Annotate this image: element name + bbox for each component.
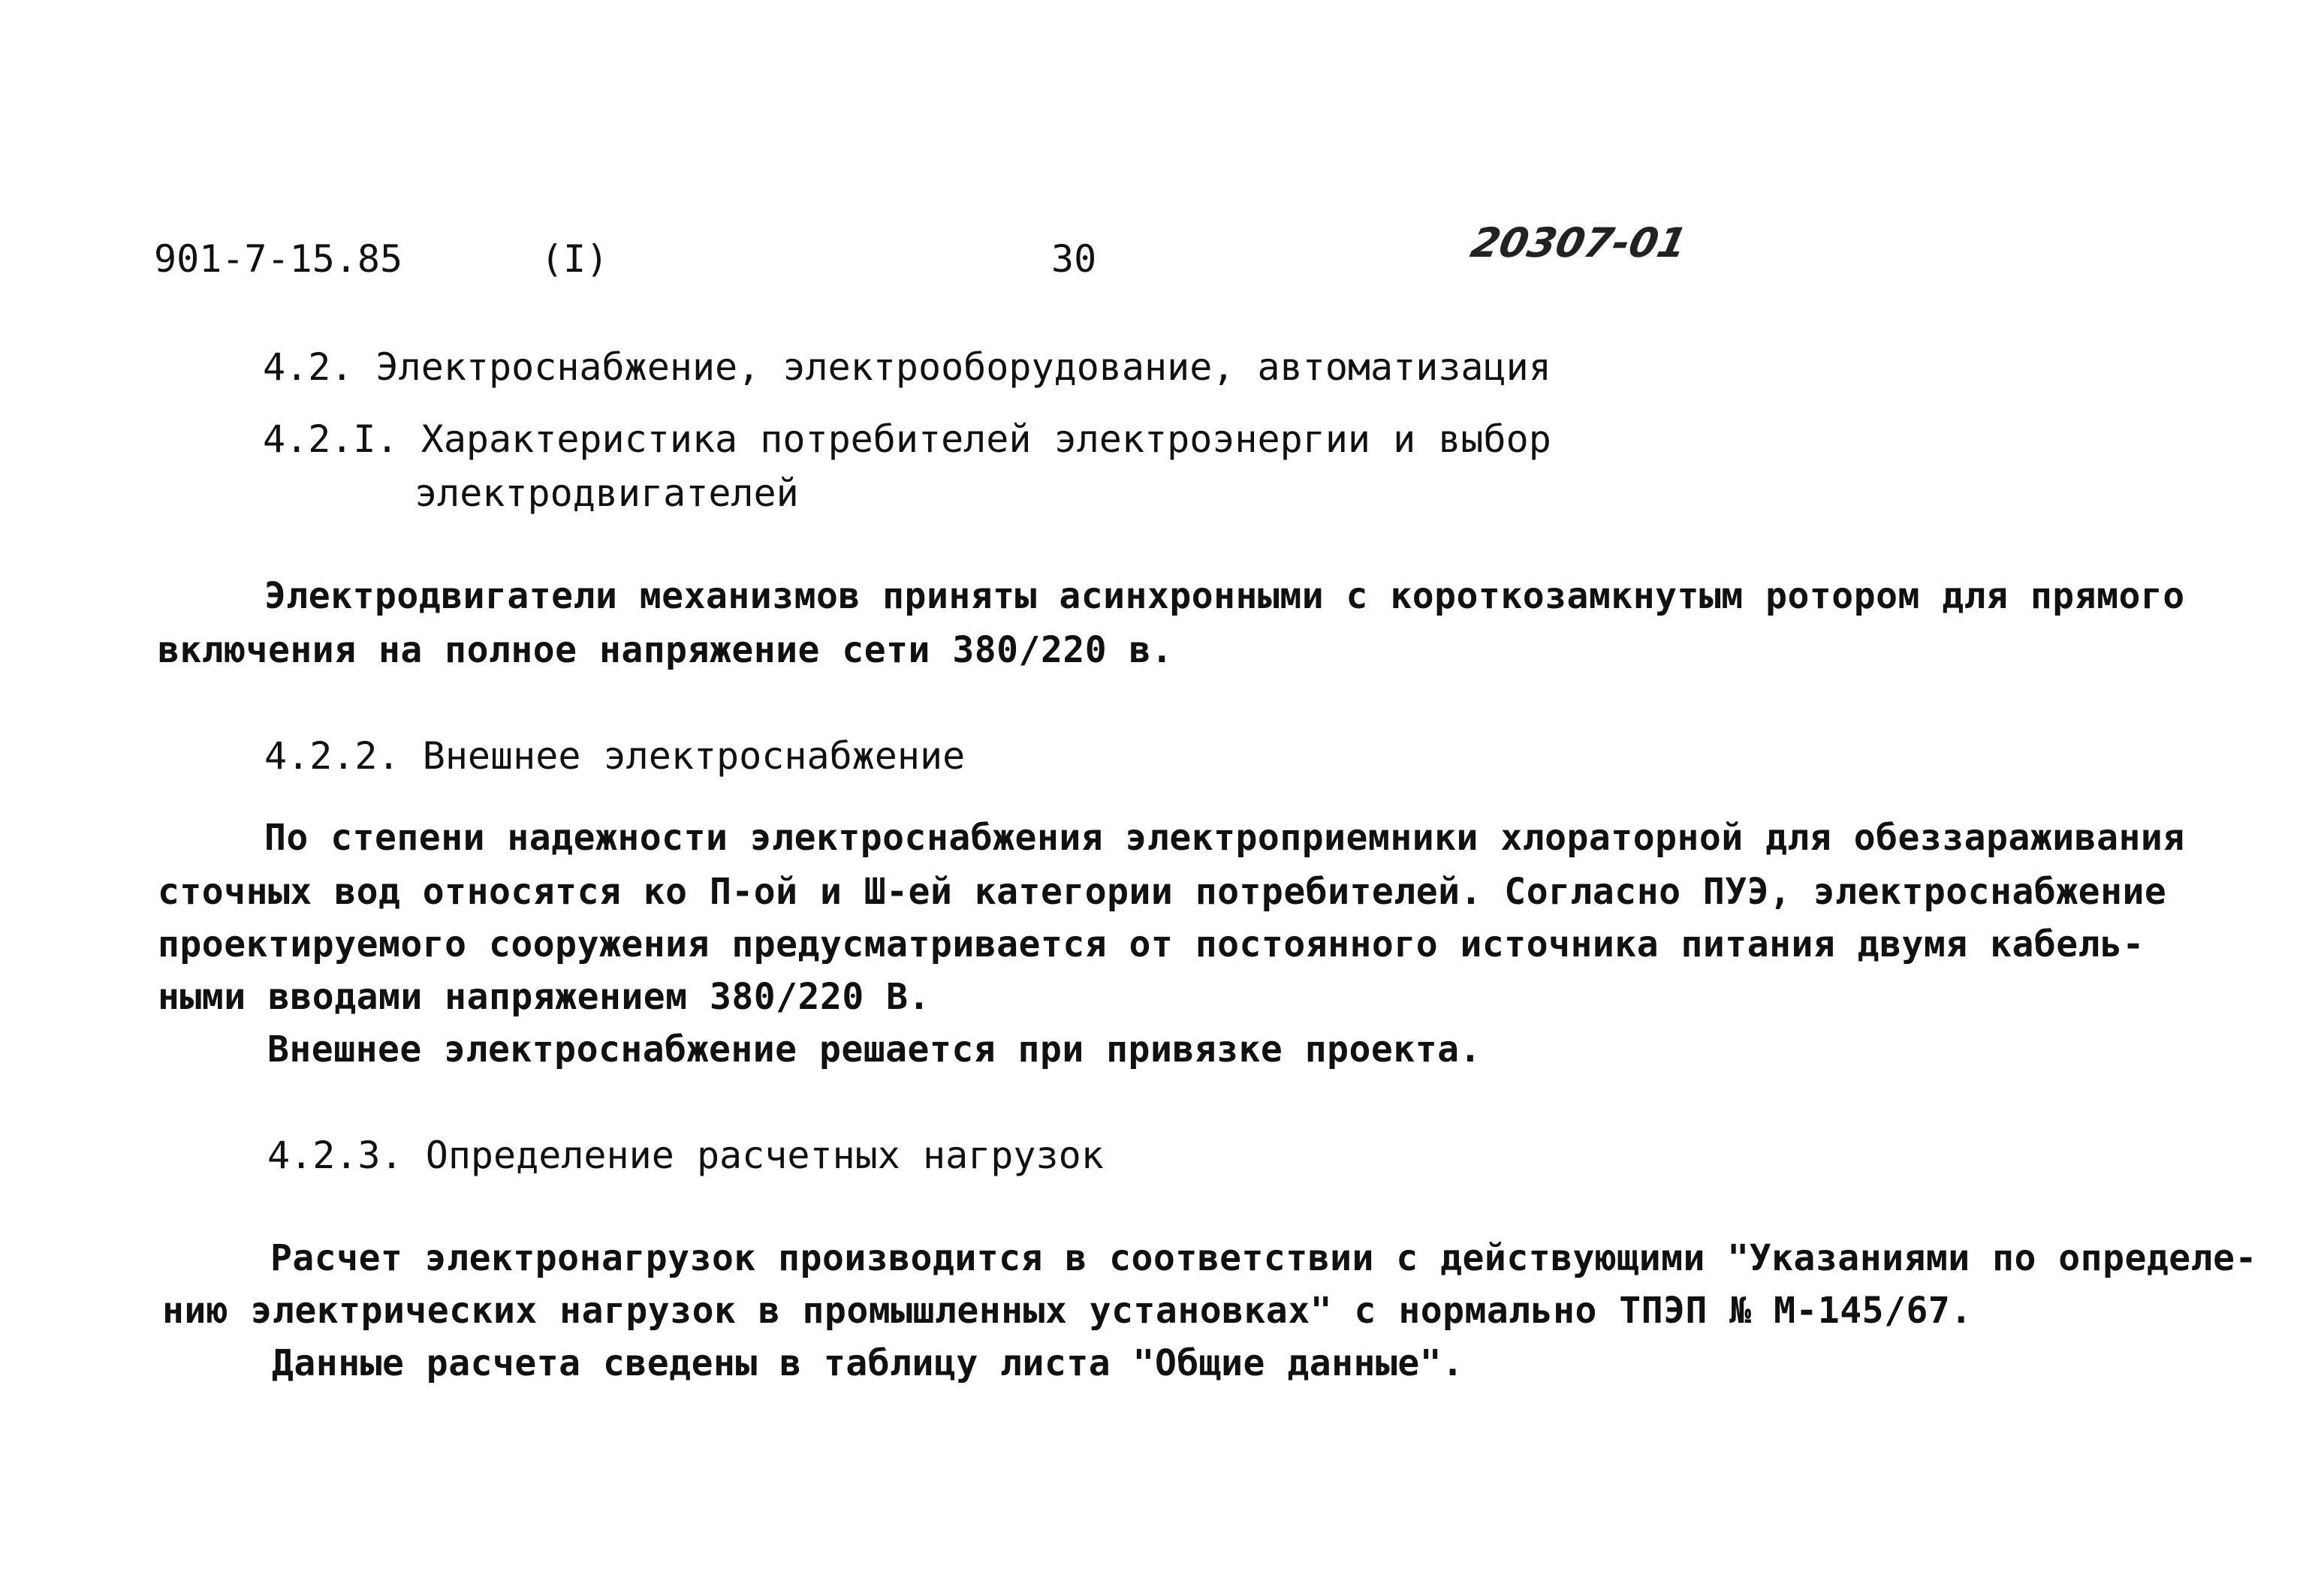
section-4-2-3-paragraph-line: Данные расчета сведены в таблицу листа "Общие данные".	[272, 1342, 1464, 1384]
section-4-2-2-paragraph-line: Внешнее электроснабжение решается при привязке проекта.	[267, 1028, 1482, 1071]
page-number: 30	[1051, 237, 1097, 281]
document-code: 901-7-15.85	[154, 237, 403, 281]
section-4-2-3-paragraph-line: Расчет электронагрузок производится в соответствии с действующими "Указаниями по определе-	[270, 1237, 2257, 1279]
section-4-2-1-paragraph-line: Электродвигатели механизмов приняты асинхронными с короткозамкнутым ротором для прямого	[264, 575, 2185, 617]
section-4-2-1-heading-line2: электродвигателей	[414, 471, 799, 515]
archive-number-handwritten: 20307-01	[1466, 219, 1692, 267]
section-4-2-3-heading: 4.2.3. Определение расчетных нагрузок	[267, 1134, 1104, 1177]
section-4-2-3-paragraph-line: нию электрических нагрузок в промышленных установках" с нормально ТПЭП № М-145/67.	[162, 1290, 1973, 1332]
sheet-variant: (I)	[541, 237, 609, 281]
section-4-2-2-paragraph-line: ными вводами напряжением 380/220 В.	[158, 976, 930, 1018]
section-4-2-2-paragraph-line: По степени надежности электроснабжения электроприемники хлораторной для обеззараживания	[264, 817, 2185, 859]
section-4-2-1-paragraph-line: включения на полное напряжение сети 380/220 в.	[158, 629, 1174, 671]
section-4-2-2-heading: 4.2.2. Внешнее электроснабжение	[264, 734, 966, 778]
section-4-2-2-paragraph-line: сточных вод относятся ко П-ой и Ш-ей категории потребителей. Согласно ПУЭ, электроснабжение	[158, 871, 2167, 913]
section-4-2-heading: 4.2. Электроснабжение, электрооборудование, автоматизация	[263, 345, 1551, 389]
section-4-2-2-paragraph-line: проектируемого сооружения предусматривается от постоянного источника питания двумя кабель-	[158, 923, 2145, 965]
section-4-2-1-heading-line1: 4.2.I. Характеристика потребителей электроэнергии и выбор	[263, 417, 1551, 461]
